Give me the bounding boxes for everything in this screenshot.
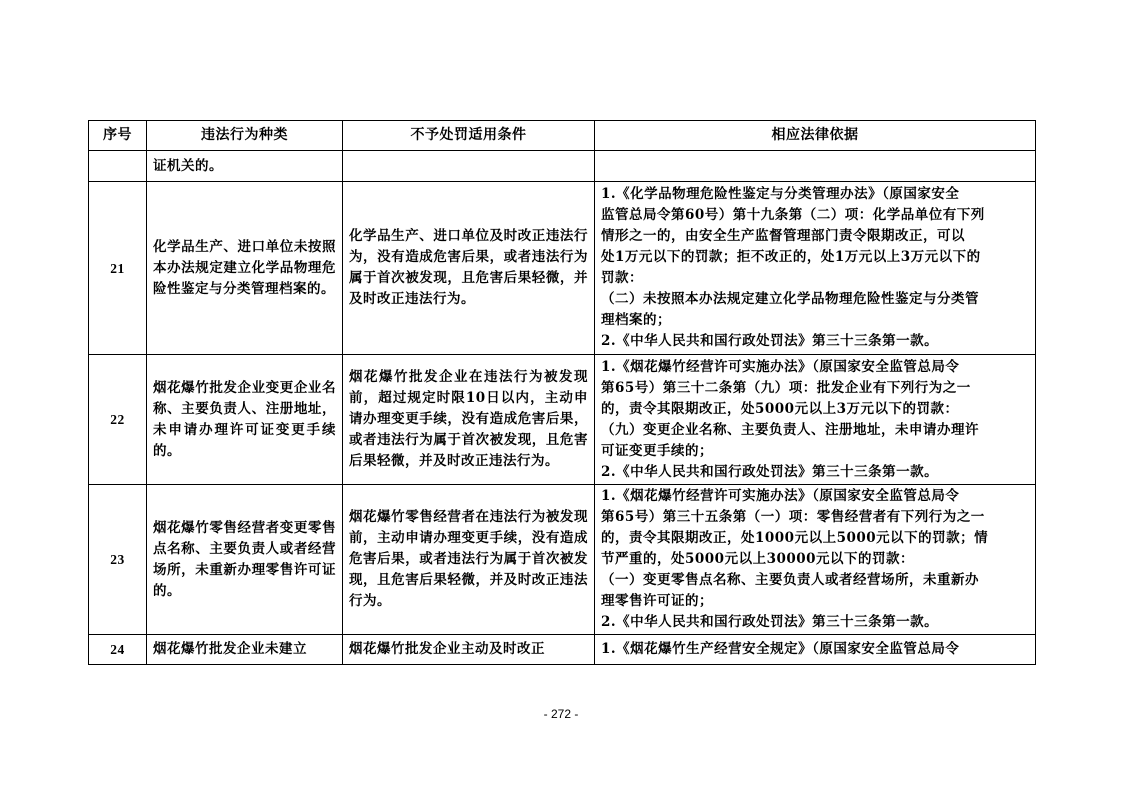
basis-line: 处1万元以下的罚款；拒不改正的，处1万元以上3万元以下的: [601, 249, 981, 265]
basis-line: 可证变更手续的；: [601, 442, 713, 459]
row-basis: [595, 355, 1036, 485]
row-kind: 烟花爆竹零售经营者变更零售点名称、主要负责人或者经营场所，未重新办理零售许可证的。: [147, 485, 343, 635]
basis-line: 罚款：: [601, 270, 643, 286]
penalty-table: [88, 120, 1036, 665]
header-kind: 违法行为种类: [147, 121, 343, 151]
row-num: 24: [89, 635, 147, 665]
row-condition: 烟花爆竹批发企业主动及时改正: [343, 635, 595, 665]
table-body: [89, 151, 1036, 665]
basis-line: 2.《中华人民共和国行政处罚法》第三十三条第一款。: [601, 333, 939, 349]
row-num: 23: [89, 485, 147, 635]
table-row: [89, 151, 1036, 182]
basis-line: 情形之一的，由安全生产监督管理部门责令限期改正，可以: [601, 228, 965, 244]
basis-line: 第65号）第三十五条第（一）项：零售经营者有下列行为之一: [601, 509, 985, 525]
row-kind: 烟花爆竹批发企业变更企业名称、主要负责人、注册地址，未申请办理许可证变更手续的。: [147, 355, 343, 485]
row-condition: 化学品生产、进口单位及时改正违法行为，没有造成危害后果，或者违法行为属于首次被发现，且危害后果轻微，并及时改正违法行为。: [343, 182, 595, 355]
row-basis: [595, 151, 1036, 182]
header-basis: 相应法律依据: [595, 121, 1036, 151]
table-row: [89, 485, 1036, 635]
table-header-row: [89, 121, 1036, 151]
basis-line: 的，责令其限期改正，处1000元以上5000元以下的罚款；情: [601, 530, 989, 546]
row-basis: [595, 635, 1036, 665]
page-number: - 272 -: [543, 707, 579, 721]
row-kind: 烟花爆竹批发企业未建立: [147, 635, 343, 665]
header-condition: 不予处罚适用条件: [343, 121, 595, 151]
basis-line: 2.《中华人民共和国行政处罚法》第三十三条第一款。: [601, 614, 939, 630]
basis-line: 理档案的；: [601, 312, 671, 328]
row-num: 21: [89, 182, 147, 355]
basis-line: 1.《烟花爆竹经营许可实施办法》（原国家安全监管总局令: [601, 358, 960, 375]
basis-line: 1.《烟花爆竹生产经营安全规定》（原国家安全监管总局令: [601, 641, 960, 657]
row-condition: 烟花爆竹零售经营者在违法行为被发现前，主动申请办理变更手续，没有造成危害后果，或者违法行为属于首次被发现，且危害后果轻微，并及时改正违法行为。: [343, 485, 595, 635]
basis-line: （一）变更零售点名称、主要负责人或者经营场所，未重新办: [601, 572, 979, 588]
row-condition: [343, 151, 595, 182]
row-condition: 烟花爆竹批发企业在违法行为被发现前，超过规定时限10日以内，主动申请办理变更手续，没有造成危害后果，或者违法行为属于首次被发现，且危害后果轻微，并及时改正违法行为。: [343, 355, 595, 485]
row-num: 22: [89, 355, 147, 485]
basis-line: （二）未按照本办法规定建立化学品物理危险性鉴定与分类管: [601, 291, 979, 307]
table-row: [89, 635, 1036, 665]
row-basis: [595, 182, 1036, 355]
row-num: [89, 151, 147, 182]
basis-line: 2.《中华人民共和国行政处罚法》第三十三条第一款。: [601, 463, 939, 480]
basis-line: 第65号）第三十二条第（九）项：批发企业有下列行为之一: [601, 379, 971, 396]
basis-line: 监管总局令第60号）第十九条第（二）项：化学品单位有下列: [601, 207, 985, 223]
table-row: [89, 355, 1036, 485]
basis-line: （九）变更企业名称、主要负责人、注册地址，未申请办理许: [601, 421, 979, 438]
basis-line: 1.《化学品物理危险性鉴定与分类管理办法》（原国家安全: [601, 186, 960, 202]
basis-line: 1.《烟花爆竹经营许可实施办法》（原国家安全监管总局令: [601, 488, 960, 504]
table-row: [89, 182, 1036, 355]
row-kind: 化学品生产、进口单位未按照本办法规定建立化学品物理危险性鉴定与分类管理档案的。: [147, 182, 343, 355]
basis-line: 的，责令其限期改正，处5000元以上3万元以下的罚款：: [601, 400, 959, 417]
basis-line: 节严重的，处5000元以上30000元以下的罚款：: [601, 551, 915, 567]
basis-line: 理零售许可证的；: [601, 593, 713, 609]
header-num: 序号: [89, 121, 147, 151]
row-basis: [595, 485, 1036, 635]
row-kind: 证机关的。: [147, 151, 343, 182]
